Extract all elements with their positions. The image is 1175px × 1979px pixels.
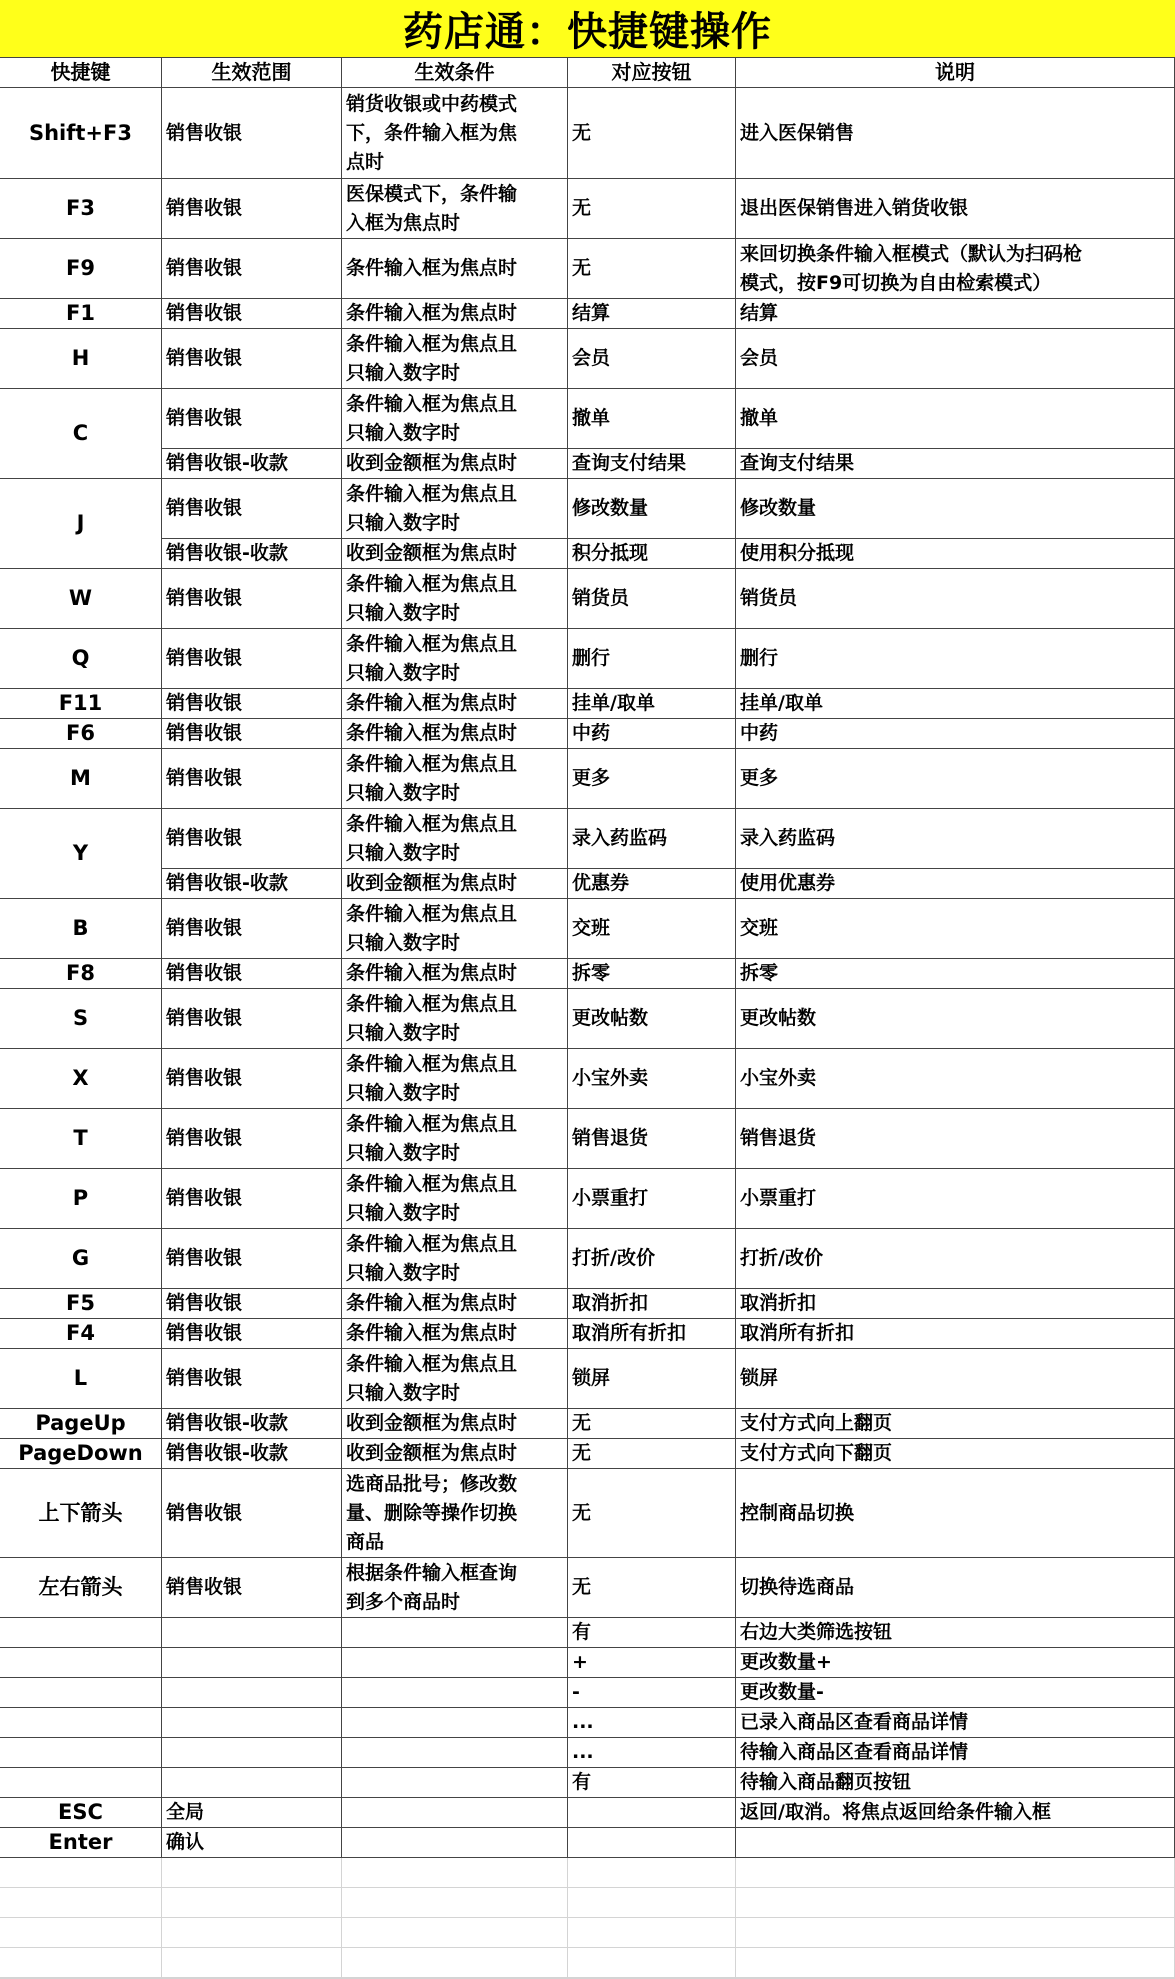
- cell-button: +: [568, 1648, 736, 1678]
- cell-scope: 销售收银: [162, 1469, 342, 1558]
- cell-key: X: [0, 1049, 162, 1109]
- cell-desc: 挂单/取单: [736, 689, 1175, 719]
- cell-desc: 交班: [736, 899, 1175, 959]
- cell-condition: [342, 1648, 568, 1678]
- cell-key: S: [0, 989, 162, 1049]
- cell-button: ...: [568, 1738, 736, 1768]
- cell-scope: 销售收银: [162, 1289, 342, 1319]
- cell-scope: [162, 1648, 342, 1678]
- cell-button: 中药: [568, 719, 736, 749]
- cell-desc: 控制商品切换: [736, 1469, 1175, 1558]
- cell-key: Q: [0, 629, 162, 689]
- cell-desc: 锁屏: [736, 1349, 1175, 1409]
- cell-desc: 中药: [736, 719, 1175, 749]
- cell-button: -: [568, 1678, 736, 1708]
- cell-key: J: [0, 479, 162, 569]
- cell-button: 无: [568, 1409, 736, 1439]
- cell-scope: 销售收银-收款: [162, 1439, 342, 1469]
- cell-desc: 修改数量: [736, 479, 1175, 539]
- cell-key: [0, 1648, 162, 1678]
- cell-button: 取消所有折扣: [568, 1319, 736, 1349]
- cell-desc: 更改数量-: [736, 1678, 1175, 1708]
- cell-button: 小票重打: [568, 1169, 736, 1229]
- cell-desc: 销售退货: [736, 1109, 1175, 1169]
- cell-button: 拆零: [568, 959, 736, 989]
- cell-desc: 支付方式向下翻页: [736, 1439, 1175, 1469]
- cell-key: [0, 1768, 162, 1798]
- cell-scope: 销售收银: [162, 329, 342, 389]
- cell-scope: 销售收银: [162, 809, 342, 869]
- cell-key: L: [0, 1349, 162, 1409]
- cell-key: ESC: [0, 1798, 162, 1828]
- cell-desc: 待输入商品区查看商品详情: [736, 1738, 1175, 1768]
- cell-desc: 小票重打: [736, 1169, 1175, 1229]
- cell-button: 录入药监码: [568, 809, 736, 869]
- empty-cell: [736, 1948, 1175, 1978]
- cell-scope: 销售收银: [162, 959, 342, 989]
- cell-condition: 选商品批号；修改数 量、删除等操作切换 商品: [342, 1469, 568, 1558]
- cell-key: [0, 1708, 162, 1738]
- cell-condition: [342, 1738, 568, 1768]
- cell-condition: 条件输入框为焦点且 只输入数字时: [342, 569, 568, 629]
- cell-key: Enter: [0, 1828, 162, 1858]
- cell-button: 有: [568, 1768, 736, 1798]
- cell-condition: [342, 1768, 568, 1798]
- cell-desc: 小宝外卖: [736, 1049, 1175, 1109]
- cell-button: 查询支付结果: [568, 449, 736, 479]
- cell-key: 左右箭头: [0, 1558, 162, 1618]
- empty-cell: [0, 1948, 162, 1978]
- cell-condition: 收到金额框为焦点时: [342, 1409, 568, 1439]
- cell-button: 优惠券: [568, 869, 736, 899]
- cell-scope: 销售收银: [162, 719, 342, 749]
- cell-scope: 确认: [162, 1828, 342, 1858]
- cell-desc: 结算: [736, 299, 1175, 329]
- cell-button: 挂单/取单: [568, 689, 736, 719]
- cell-desc: 拆零: [736, 959, 1175, 989]
- cell-key: F9: [0, 239, 162, 299]
- empty-cell: [0, 1858, 162, 1888]
- cell-scope: 销售收银-收款: [162, 1409, 342, 1439]
- empty-cell: [342, 1948, 568, 1978]
- cell-desc: 取消折扣: [736, 1289, 1175, 1319]
- cell-button: 删行: [568, 629, 736, 689]
- empty-cell: [342, 1888, 568, 1918]
- cell-desc: [736, 1828, 1175, 1858]
- cell-scope: [162, 1678, 342, 1708]
- cell-button: [568, 1798, 736, 1828]
- cell-desc: 更多: [736, 749, 1175, 809]
- cell-desc: 右边大类筛选按钮: [736, 1618, 1175, 1648]
- cell-condition: 条件输入框为焦点时: [342, 239, 568, 299]
- cell-condition: 条件输入框为焦点时: [342, 299, 568, 329]
- empty-cell: [162, 1948, 342, 1978]
- empty-cell: [568, 1918, 736, 1948]
- cell-scope: 销售收银: [162, 1229, 342, 1289]
- cell-condition: 条件输入框为焦点且 只输入数字时: [342, 479, 568, 539]
- cell-scope: 销售收银: [162, 749, 342, 809]
- cell-desc: 已录入商品区查看商品详情: [736, 1708, 1175, 1738]
- empty-cell: [162, 1858, 342, 1888]
- cell-scope: 销售收银: [162, 389, 342, 449]
- cell-button: 无: [568, 1558, 736, 1618]
- cell-condition: 条件输入框为焦点且 只输入数字时: [342, 1349, 568, 1409]
- empty-cell: [736, 1918, 1175, 1948]
- cell-button: 取消折扣: [568, 1289, 736, 1319]
- cell-key: B: [0, 899, 162, 959]
- cell-button: 修改数量: [568, 479, 736, 539]
- cell-scope: 销售收银: [162, 1319, 342, 1349]
- cell-button: 小宝外卖: [568, 1049, 736, 1109]
- empty-cell: [0, 1918, 162, 1948]
- cell-button: [568, 1828, 736, 1858]
- empty-cell: [568, 1888, 736, 1918]
- empty-cell: [162, 1918, 342, 1948]
- cell-desc: 使用积分抵现: [736, 539, 1175, 569]
- cell-key: F8: [0, 959, 162, 989]
- cell-scope: 销售收银: [162, 1558, 342, 1618]
- cell-key: F3: [0, 179, 162, 239]
- cell-desc: 更改数量+: [736, 1648, 1175, 1678]
- cell-desc: 返回/取消。将焦点返回给条件输入框: [736, 1798, 1175, 1828]
- empty-cell: [342, 1858, 568, 1888]
- empty-cell: [736, 1888, 1175, 1918]
- cell-button: 销售退货: [568, 1109, 736, 1169]
- cell-condition: 条件输入框为焦点时: [342, 959, 568, 989]
- cell-button: 无: [568, 1469, 736, 1558]
- cell-condition: [342, 1618, 568, 1648]
- cell-desc: 打折/改价: [736, 1229, 1175, 1289]
- cell-scope: 全局: [162, 1798, 342, 1828]
- cell-condition: 医保模式下，条件输 入框为焦点时: [342, 179, 568, 239]
- cell-button: 无: [568, 179, 736, 239]
- cell-condition: 条件输入框为焦点且 只输入数字时: [342, 389, 568, 449]
- header-key: 快捷键: [0, 58, 162, 88]
- cell-button: ...: [568, 1708, 736, 1738]
- cell-button: 会员: [568, 329, 736, 389]
- cell-key: F5: [0, 1289, 162, 1319]
- cell-scope: 销售收银: [162, 1049, 342, 1109]
- cell-condition: 条件输入框为焦点且 只输入数字时: [342, 1229, 568, 1289]
- cell-scope: 销售收银: [162, 629, 342, 689]
- cell-condition: 销货收银或中药模式 下，条件输入框为焦 点时: [342, 88, 568, 179]
- cell-condition: 条件输入框为焦点且 只输入数字时: [342, 629, 568, 689]
- cell-button: 无: [568, 1439, 736, 1469]
- cell-scope: [162, 1738, 342, 1768]
- cell-key: G: [0, 1229, 162, 1289]
- cell-key: M: [0, 749, 162, 809]
- cell-desc: 撤单: [736, 389, 1175, 449]
- cell-button: 销货员: [568, 569, 736, 629]
- cell-key: Y: [0, 809, 162, 899]
- cell-scope: 销售收银: [162, 479, 342, 539]
- cell-condition: 收到金额框为焦点时: [342, 449, 568, 479]
- cell-condition: 收到金额框为焦点时: [342, 869, 568, 899]
- cell-condition: 条件输入框为焦点时: [342, 719, 568, 749]
- cell-condition: [342, 1708, 568, 1738]
- cell-scope: 销售收银: [162, 689, 342, 719]
- header-scope: 生效范围: [162, 58, 342, 88]
- cell-button: 无: [568, 88, 736, 179]
- cell-desc: 来回切换条件输入框模式（默认为扫码枪 模式，按F9可切换为自由检索模式）: [736, 239, 1175, 299]
- cell-condition: 条件输入框为焦点时: [342, 1319, 568, 1349]
- cell-key: F11: [0, 689, 162, 719]
- cell-key: PageUp: [0, 1409, 162, 1439]
- cell-scope: 销售收银: [162, 569, 342, 629]
- empty-cell: [162, 1888, 342, 1918]
- empty-cell: [0, 1888, 162, 1918]
- cell-desc: 更改帖数: [736, 989, 1175, 1049]
- sheet-title: 药店通：快捷键操作: [0, 0, 1175, 58]
- cell-scope: 销售收银-收款: [162, 869, 342, 899]
- cell-condition: 条件输入框为焦点且 只输入数字时: [342, 1169, 568, 1229]
- cell-condition: 条件输入框为焦点且 只输入数字时: [342, 1049, 568, 1109]
- cell-condition: 收到金额框为焦点时: [342, 539, 568, 569]
- empty-cell: [736, 1858, 1175, 1888]
- cell-condition: [342, 1678, 568, 1708]
- cell-condition: 条件输入框为焦点且 只输入数字时: [342, 329, 568, 389]
- cell-scope: [162, 1768, 342, 1798]
- cell-desc: 支付方式向上翻页: [736, 1409, 1175, 1439]
- cell-key: F4: [0, 1319, 162, 1349]
- cell-condition: 根据条件输入框查询 到多个商品时: [342, 1558, 568, 1618]
- empty-cell: [568, 1948, 736, 1978]
- cell-scope: 销售收银: [162, 239, 342, 299]
- header-desc: 说明: [736, 58, 1175, 88]
- cell-desc: 删行: [736, 629, 1175, 689]
- cell-button: 打折/改价: [568, 1229, 736, 1289]
- cell-scope: [162, 1708, 342, 1738]
- cell-desc: 取消所有折扣: [736, 1319, 1175, 1349]
- cell-condition: 条件输入框为焦点时: [342, 689, 568, 719]
- cell-button: 撤单: [568, 389, 736, 449]
- cell-key: PageDown: [0, 1439, 162, 1469]
- cell-button: 更多: [568, 749, 736, 809]
- cell-key: [0, 1738, 162, 1768]
- cell-key: Shift+F3: [0, 88, 162, 179]
- cell-desc: 会员: [736, 329, 1175, 389]
- cell-condition: 条件输入框为焦点且 只输入数字时: [342, 809, 568, 869]
- header-condition: 生效条件: [342, 58, 568, 88]
- cell-desc: 进入医保销售: [736, 88, 1175, 179]
- cell-desc: 待输入商品翻页按钮: [736, 1768, 1175, 1798]
- cell-condition: 条件输入框为焦点时: [342, 1289, 568, 1319]
- header-button: 对应按钮: [568, 58, 736, 88]
- cell-key: W: [0, 569, 162, 629]
- cell-button: 交班: [568, 899, 736, 959]
- cell-desc: 退出医保销售进入销货收银: [736, 179, 1175, 239]
- cell-condition: 条件输入框为焦点且 只输入数字时: [342, 1109, 568, 1169]
- empty-cell: [568, 1858, 736, 1888]
- cell-button: 无: [568, 239, 736, 299]
- cell-key: T: [0, 1109, 162, 1169]
- cell-scope: 销售收银: [162, 299, 342, 329]
- cell-button: 有: [568, 1618, 736, 1648]
- cell-scope: 销售收银: [162, 1349, 342, 1409]
- cell-desc: 切换待选商品: [736, 1558, 1175, 1618]
- cell-scope: 销售收银: [162, 1169, 342, 1229]
- cell-desc: 使用优惠券: [736, 869, 1175, 899]
- cell-scope: 销售收银-收款: [162, 539, 342, 569]
- cell-key: [0, 1678, 162, 1708]
- cell-condition: [342, 1798, 568, 1828]
- cell-condition: 条件输入框为焦点且 只输入数字时: [342, 899, 568, 959]
- cell-key: 上下箭头: [0, 1469, 162, 1558]
- cell-button: 锁屏: [568, 1349, 736, 1409]
- cell-key: F1: [0, 299, 162, 329]
- cell-key: P: [0, 1169, 162, 1229]
- cell-desc: 查询支付结果: [736, 449, 1175, 479]
- cell-button: 更改帖数: [568, 989, 736, 1049]
- empty-cell: [342, 1918, 568, 1948]
- cell-condition: [342, 1828, 568, 1858]
- cell-key: H: [0, 329, 162, 389]
- cell-condition: 条件输入框为焦点且 只输入数字时: [342, 989, 568, 1049]
- cell-button: 结算: [568, 299, 736, 329]
- cell-scope: 销售收银: [162, 899, 342, 959]
- cell-condition: 条件输入框为焦点且 只输入数字时: [342, 749, 568, 809]
- cell-desc: 录入药监码: [736, 809, 1175, 869]
- cell-scope: 销售收银: [162, 989, 342, 1049]
- cell-button: 积分抵现: [568, 539, 736, 569]
- cell-scope: 销售收银: [162, 88, 342, 179]
- cell-scope: [162, 1618, 342, 1648]
- cell-scope: 销售收银: [162, 1109, 342, 1169]
- cell-key: C: [0, 389, 162, 479]
- cell-scope: 销售收银: [162, 179, 342, 239]
- cell-condition: 收到金额框为焦点时: [342, 1439, 568, 1469]
- cell-key: F6: [0, 719, 162, 749]
- cell-key: [0, 1618, 162, 1648]
- cell-scope: 销售收银-收款: [162, 449, 342, 479]
- cell-desc: 销货员: [736, 569, 1175, 629]
